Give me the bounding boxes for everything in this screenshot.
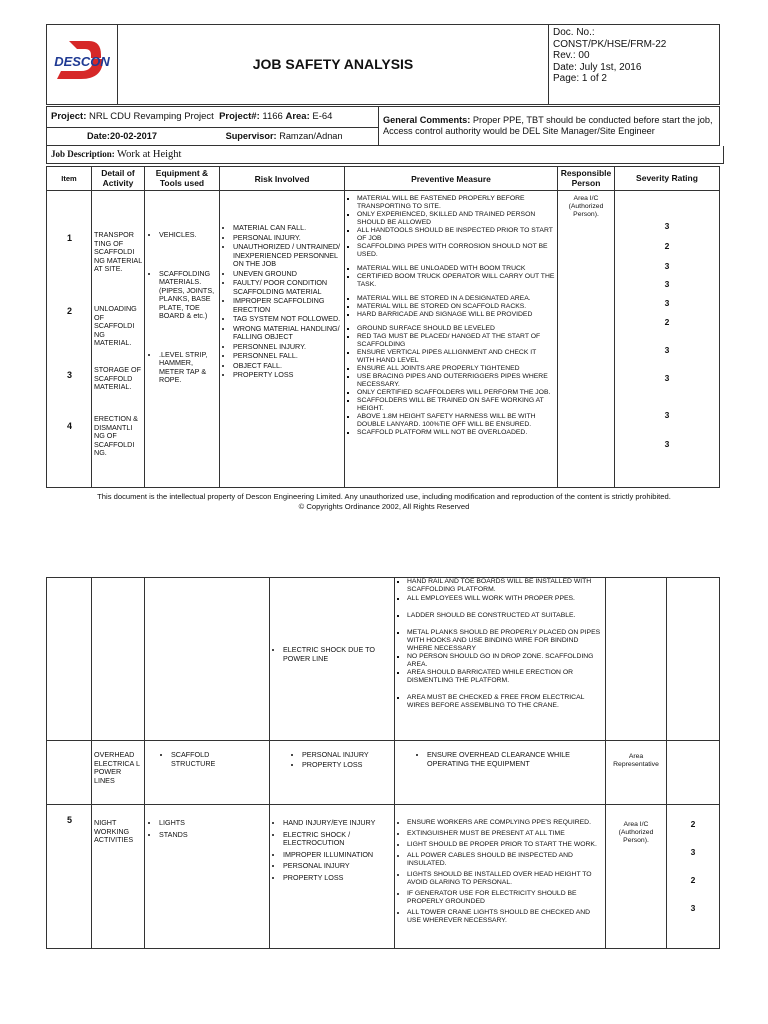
list-item: ▪ ONLY EXPERIENCED, SKILLED AND TRAINED PERSON SHOULD BE ALLOWED [357, 211, 555, 227]
list-item: • IMPROPER ILLUMINATION [283, 851, 392, 860]
col-detail: Detail of Activity [92, 167, 145, 191]
job-description-row [46, 146, 724, 164]
revision: Rev.: 00 [553, 50, 590, 61]
item-number: 5 [67, 815, 73, 825]
equipment-list [149, 231, 219, 386]
list-item: • PERSONAL INJURY. [233, 234, 342, 243]
severity-value: 3 [664, 410, 670, 420]
risk-list [222, 224, 342, 380]
list-item: • ELECTRIC SHOCK / ELECTROCUTION [283, 831, 392, 848]
jsa-table-page2 [46, 577, 720, 949]
responsible-person: Area I/C (Authorized Person). [618, 821, 654, 844]
preventive-list [397, 751, 603, 768]
equipment-cell [145, 578, 270, 741]
severity-value: 2 [690, 875, 696, 885]
risk-list [272, 646, 393, 664]
project-cell [47, 107, 379, 128]
item-number: 4 [67, 421, 73, 431]
project-no-value: 1166 [262, 111, 283, 123]
list-item: • FAULTY/ POOR CONDITION SCAFFOLDING MATERIAL [233, 279, 342, 296]
supervisor-label: Supervisor: [225, 131, 277, 142]
list-item: ▪ USE BRACING PIPES AND OUTERRIGGERS PIPES WHERE NECESSARY. [357, 373, 555, 389]
severity-value: 2 [664, 241, 670, 251]
table-row [47, 741, 720, 805]
list-item: ▪ SCAFFOLDERS WILL BE TRAINED ON SAFE WORKING AT HEIGHT. [357, 397, 555, 413]
list-item: ▪ MATERIAL WILL BE UNLOADED WITH BOOM TRUCK [357, 265, 555, 273]
preventive-cell [395, 578, 606, 741]
header-table [46, 24, 720, 105]
project-no-label: Project#: [219, 111, 260, 123]
project-table [46, 106, 720, 146]
list-item: • PROPERTY LOSS [302, 761, 392, 770]
preventive-list [397, 578, 603, 710]
equipment-cell [145, 191, 220, 488]
list-item: • ALL POWER CABLES SHOULD BE INSPECTED AND INSULATED. [407, 852, 603, 868]
severity-value: 3 [664, 373, 670, 383]
list-item: ▪ NO PERSON SHOULD GO IN DROP ZONE. SCAFFOLDING AREA. [407, 653, 603, 669]
title-cell [118, 25, 549, 105]
severity-value: 3 [690, 903, 696, 913]
list-item: • SCAFFOLDING MATERIALS. (PIPES, JOINTS, PLANKS, BASE PLATE, TOE BOARD & etc.) [159, 270, 219, 321]
activity-cell [92, 191, 145, 488]
list-item: • MATERIAL CAN FALL. [233, 224, 342, 233]
item-cell [47, 578, 92, 741]
list-item: ▪ CERTIFIED BOOM TRUCK OPERATOR WILL CARRY OUT THE TASK. [357, 273, 555, 289]
col-equipment: Equipment & Tools used [145, 167, 220, 191]
list-item: • PERSONNEL INJURY. [233, 343, 342, 352]
list-item: • PROPERTY LOSS [283, 874, 392, 883]
list-item: ▪ ENSURE VERTICAL PIPES ALLIGNMENT AND CHECK IT WITH HAND LEVEL [357, 349, 555, 365]
list-item: • PERSONAL INJURY [302, 751, 392, 760]
jsa-table-page1 [46, 166, 720, 488]
risk-cell [220, 191, 345, 488]
list-item: • EXTINGUISHER MUST BE PRESENT AT ALL TIME [407, 830, 603, 838]
general-comments-cell [379, 107, 720, 146]
footer-disclaimer: This document is the intellectual property of Descon Engineering Limited. Any unauthorized use, including modification and reproduction of the content is strictly prohibited. [97, 492, 671, 501]
list-item: • IMPROPER SCAFFOLDING ERECTION [233, 297, 342, 314]
col-severity: Severity Rating [615, 167, 720, 191]
descon-logo [47, 25, 117, 99]
severity-cell [667, 805, 720, 949]
list-item: • PROPERTY LOSS [233, 371, 342, 380]
severity-cell [667, 741, 720, 805]
list-item: • OBJECT FALL. [233, 362, 342, 371]
job-description-value: Work at Height [117, 149, 182, 160]
preventive-cell [395, 741, 606, 805]
list-item: • ELECTRIC SHOCK DUE TO POWER LINE [283, 646, 393, 663]
list-item: • PERSONNEL FALL. [233, 352, 342, 361]
severity-value: 3 [664, 261, 670, 271]
list-item: ▪ METAL PLANKS SHOULD BE PROPERLY PLACED ON PIPES WITH HOOKS AND USE BINDING WIRE FOR BINDIND WHERE NECESSARY [407, 629, 603, 653]
supervisor-value: Ramzan/Adnan [279, 131, 343, 142]
list-item: • HAND INJURY/EYE INJURY [283, 819, 392, 828]
logo-cell [47, 25, 118, 105]
list-item: ▪ MATERIAL WILL BE FASTENED PROPERLY BEFORE TRANSPORTING TO SITE. [357, 195, 555, 211]
list-item: ▪ AREA SHOULD BARRICATED WHILE ERECTION OR DISMENTLING THE PLATFORM. [407, 669, 603, 685]
general-comments-value: Proper PPE, TBT should be conducted before start the job, Access control authority would be DEL Site Manager/Site Engineer [383, 115, 713, 136]
list-item: • ENSURE OVERHEAD CLEARANCE WHILE OPERATING THE EQUIPMENT [427, 751, 603, 768]
doc-info-cell [549, 25, 720, 105]
footer-copyright: © Copyrights Ordinance 2002, All Rights Reserved [298, 502, 470, 511]
list-item: • .LEVEL STRIP, HAMMER, METER TAP & ROPE. [159, 351, 219, 385]
list-item: • SCAFFOLD STRUCTURE [171, 751, 221, 768]
col-responsible: Responsible Person [558, 167, 615, 191]
list-item: ▪ RED TAG MUST BE PLACED/ HANGED AT THE START OF SCAFFOLDING [357, 333, 555, 349]
general-comments-label: General Comments: [383, 115, 471, 125]
job-description-label: Job Description: [51, 149, 115, 159]
severity-cell [615, 191, 720, 488]
item-number: 3 [67, 370, 73, 380]
risk-list [272, 751, 392, 769]
doc-code: CONST/PK/HSE/FRM-22 [553, 38, 667, 50]
activity-cell [92, 805, 145, 949]
severity-cell [667, 578, 720, 741]
responsible-cell [606, 741, 667, 805]
preventive-cell [345, 191, 558, 488]
risk-cell [270, 741, 395, 805]
preventive-list [397, 819, 603, 925]
responsible-cell [606, 805, 667, 949]
severity-value: 2 [664, 317, 670, 327]
list-item: • LIGHTS [159, 819, 267, 828]
project-value: NRL CDU Revamping Project [89, 111, 214, 123]
list-item: • STANDS [159, 831, 267, 840]
severity-value: 3 [664, 345, 670, 355]
list-item: • UNEVEN GROUND [233, 270, 342, 279]
date-supervisor-cell [47, 127, 379, 145]
list-item: ▪ ABOVE 1.8M HEIGHT SAFETY HARNESS WILL BE WITH DOUBLE LANYARD. 100%TIE OFF WILL BE ENSURED. [357, 413, 555, 429]
list-item: ▪ ENSURE ALL JOINTS ARE PROPERLY TIGHTENED [357, 365, 555, 373]
page-number: Page: 1 of 2 [553, 73, 607, 84]
list-item: • VEHICLES. [159, 231, 219, 240]
table-row [47, 578, 720, 741]
list-item: • IF GENERATOR USE FOR ELECTRICITY SHOULD BE PROPERLY GROUNDED [407, 890, 603, 906]
risk-cell [270, 805, 395, 949]
table-header-row [47, 167, 720, 191]
col-preventive: Preventive Measure [345, 167, 558, 191]
list-item: • PERSONAL INJURY [283, 862, 392, 871]
list-item: • WRONG MATERIAL HANDLING/ FALLING OBJECT [233, 325, 342, 342]
list-item: • ALL TOWER CRANE LIGHTS SHOULD BE CHECKED AND USE WHEREVER NECESSARY. [407, 909, 603, 925]
activity-text: ERECTION & DISMANTLI NG OF SCAFFOLDI NG. [94, 414, 138, 457]
area-value: E-64 [312, 111, 333, 123]
list-item: ▪ ALL HANDTOOLS SHOULD BE INSPECTED PRIOR TO START OF JOB [357, 227, 555, 243]
list-item: ▪ HAND RAIL AND TOE BOARDS WILL BE INSTALLED WITH SCAFFOLDING PLATFORM. [407, 578, 603, 594]
doc-no: Doc. No.: [553, 27, 595, 38]
list-item: • ENSURE WORKERS ARE COMPLYING PPE'S REQUIRED. [407, 819, 603, 827]
activity-cell [92, 741, 145, 805]
risk-cell [270, 578, 395, 741]
activity-cell [92, 578, 145, 741]
logo-text: DESCON [54, 54, 110, 69]
list-item: ▪ SCAFFOLD PLATFORM WILL NOT BE OVERLOADED. [357, 429, 555, 437]
item-cell [47, 741, 92, 805]
footer [20, 492, 748, 512]
list-item: • TAG SYSTEM NOT FOLLOWED. [233, 315, 342, 324]
equipment-list [147, 751, 267, 768]
col-risk: Risk Involved [220, 167, 345, 191]
activity-text: STORAGE OF SCAFFOLD MATERIAL. [94, 365, 141, 391]
list-item: ▪ GROUND SURFACE SHOULD BE LEVELED [357, 325, 555, 333]
doc-date: Date: July 1st, 2016 [553, 61, 642, 73]
list-item: ▪ ALL EMPLOYEES WILL WORK WITH PROPER PPES. [407, 595, 603, 603]
responsible-cell [606, 578, 667, 741]
activity-text: UNLOADING OF SCAFFOLDI NG MATERIAL. [94, 304, 137, 347]
item-cell [47, 805, 92, 949]
list-item: • LIGHT SHOULD BE PROPER PRIOR TO START THE WORK. [407, 841, 603, 849]
list-item: ▪ LADDER SHOULD BE CONSTRUCTED AT SUITABLE. [407, 612, 603, 620]
responsible-person: Area Representative [613, 753, 659, 768]
item-number: 2 [67, 306, 73, 316]
activity-text: NIGHT WORKING ACTIVITIES [94, 818, 134, 844]
table-row [47, 805, 720, 949]
table-row [47, 191, 720, 488]
list-item: ▪ ONLY CERTIFIED SCAFFOLDERS WILL PERFORM THE JOB. [357, 389, 555, 397]
preventive-list [347, 195, 555, 437]
document-title: JOB SAFETY ANALYSIS [252, 55, 414, 72]
equipment-list [147, 819, 267, 839]
responsible-cell [558, 191, 615, 488]
activity-text: OVERHEAD ELECTRICA L POWER LINES [94, 750, 140, 785]
equipment-cell [145, 805, 270, 949]
severity-value: 3 [664, 279, 670, 289]
list-item: ▪ AREA MUST BE CHECKED & FREE FROM ELECTRICAL WIRES BEFORE ASSEMBLING TO THE CRANE. [407, 694, 603, 710]
risk-list [272, 819, 392, 882]
list-item: ▪ MATERIAL WILL BE STORED IN A DESIGNATED AREA. [357, 295, 555, 303]
item-number: 1 [67, 233, 73, 243]
severity-value: 3 [664, 439, 670, 449]
severity-value: 3 [664, 221, 670, 231]
area-label: Area: [285, 111, 310, 123]
severity-value: 3 [664, 298, 670, 308]
equipment-cell [145, 741, 270, 805]
project-label: Project: [51, 111, 87, 123]
list-item: ▪ HARD BARRICADE AND SIGNAGE WILL BE PROVIDED [357, 311, 555, 319]
list-item: ▪ SCAFFOLDING PIPES WITH CORROSION SHOULD NOT BE USED. [357, 243, 555, 259]
preventive-cell [395, 805, 606, 949]
activity-text: TRANSPOR TING OF SCAFFOLDI NG MATERIAL AT SITE. [94, 230, 142, 273]
list-item: • UNAUTHORIZED / UNTRAINED/ INEXPERIENCED PERSONNEL ON THE JOB [233, 243, 342, 269]
col-item: Item [47, 167, 92, 191]
severity-value: 3 [690, 847, 696, 857]
list-item: ▪ MATERIAL WILL BE STORED ON SCAFFOLD RACKS. [357, 303, 555, 311]
item-cell [47, 191, 92, 488]
severity-value: 2 [690, 819, 696, 829]
list-item: • LIGHTS SHOULD BE INSTALLED OVER HEAD HEIGHT TO AVOID GLARING TO PERSONAL. [407, 871, 603, 887]
responsible-person: Area I/C (Authorized Person). [568, 195, 604, 218]
jsa-date: Date:20-02-2017 [87, 131, 157, 142]
